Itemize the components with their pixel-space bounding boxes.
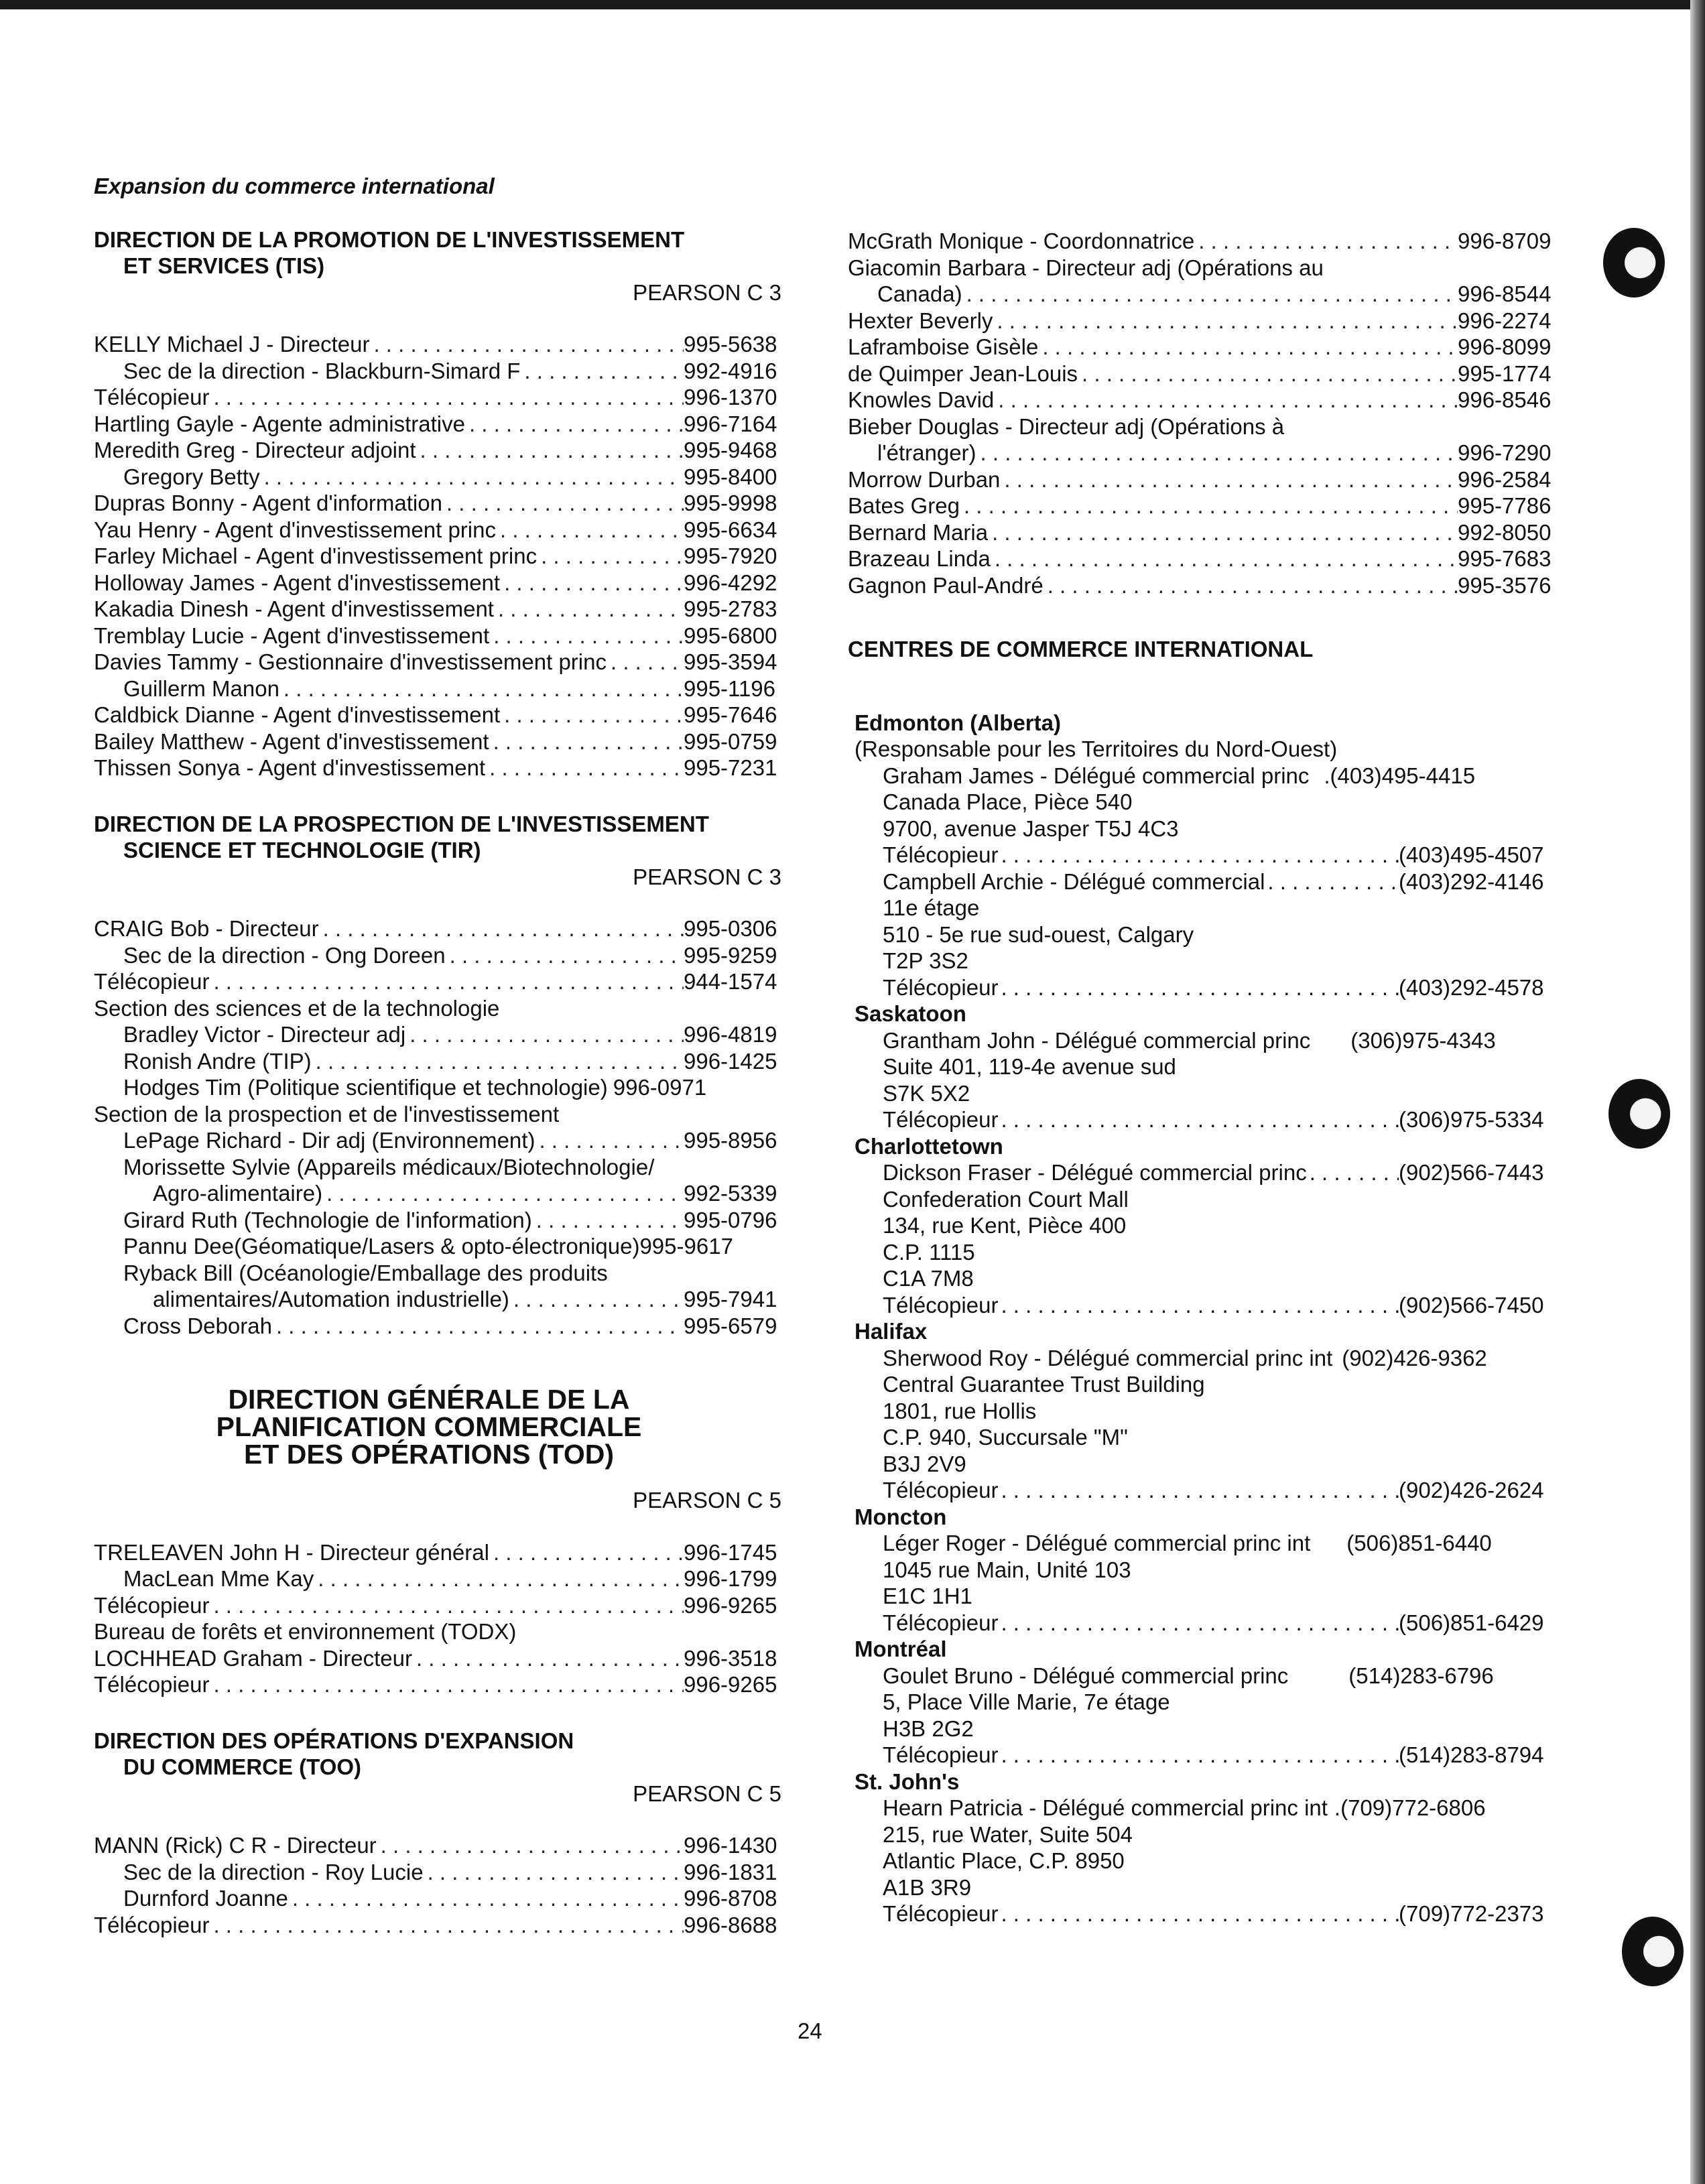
address-line: E1C 1H1 (883, 1584, 972, 1608)
list-item: Guillerm Manon . . . 995-1196 (94, 676, 791, 702)
list-item: Hartling Gayle - Agente administrative . . . 996-7164 (94, 411, 791, 438)
address-line: H3B 2G2 (883, 1716, 974, 1741)
list-item: McGrath Monique - Coordonnatrice . . . 996-8709 (848, 228, 1558, 255)
list-item: Télécopieur . . . 996-9265 (94, 1592, 791, 1619)
too-title (94, 1728, 791, 1781)
list-item: Bieber Douglas - Directeur adj (Opérations à (848, 413, 1285, 439)
tod-title: DIRECTION GÉNÉRALE DE LA PLANIFICATION COMMERCIALE ET DES OPÉRATIONS (TOD) (216, 1384, 642, 1470)
city-heading: Montréal (855, 1636, 947, 1661)
city-heading: Moncton (855, 1504, 947, 1529)
section-title: Expansion du commerce international (94, 174, 495, 198)
city-heading: Edmonton (Alberta) (855, 710, 1061, 735)
address-line: C.P. 1115 (883, 1239, 975, 1265)
city-heading: St. John's (855, 1769, 960, 1794)
address-line: C1A 7M8 (883, 1266, 974, 1291)
list-item: LePage Richard - Dir adj (Environnement) . . . 995-8956 (94, 1127, 791, 1154)
list-item: Hearn Patricia - Délégué commercial princ int .(709)772-6806 (883, 1795, 1486, 1820)
list-item: Kakadia Dinesh - Agent d'investissement . . . 995-2783 (94, 596, 791, 623)
list-item: Bradley Victor - Directeur adj . . . 996-4819 (94, 1021, 791, 1048)
list-item: CRAIG Bob - Directeur . . . 995-0306 (94, 915, 791, 942)
list-item: TRELEAVEN John H - Directeur général . . . 996-1745 (94, 1539, 791, 1566)
address-line: 5, Place Ville Marie, 7e étage (883, 1689, 1170, 1714)
list-item: Télécopieur . . . (403)495-4507 (848, 842, 1558, 869)
list-item: Gregory Betty . . . 995-8400 (94, 464, 791, 491)
list-item: Grantham John - Délégué commercial princ (306)975-4343 (883, 1027, 1496, 1053)
list-item: Télécopieur . . . 996-9265 (94, 1671, 791, 1698)
list-item: Télécopieur . . . (514)283-8794 (848, 1742, 1558, 1769)
address-line: T2P 3S2 (883, 948, 968, 973)
list-item: Ronish Andre (TIP) . . . 996-1425 (94, 1048, 791, 1075)
scan-top-edge (0, 0, 1705, 9)
list-item: Télécopieur . . . (506)851-6429 (848, 1610, 1558, 1636)
list-item: Hodges Tim (Politique scientifique et technologie) 996-0971 (123, 1075, 707, 1100)
list-item: Campbell Archie - Délégué commercial . . . (403)292-4146 (848, 869, 1558, 895)
list-item: de Quimper Jean-Louis . . . 995-1774 (848, 361, 1558, 387)
list-item: Télécopieur . . . (902)566-7450 (848, 1292, 1558, 1319)
list-item: Farley Michael - Agent d'investissement princ . . . 995-7920 (94, 543, 791, 570)
tis-list (94, 331, 791, 781)
list-item: Laframboise Gisèle . . . 996-8099 (848, 334, 1558, 361)
list-item: Ryback Bill (Océanologie/Emballage des produits (123, 1260, 608, 1285)
list-item: Sec de la direction - Ong Doreen . . . 995-9259 (94, 942, 791, 969)
right-column (848, 228, 1558, 1927)
tis-title-line2: ET SERVICES (TIS) (123, 253, 325, 278)
address-line: 134, rue Kent, Pièce 400 (883, 1213, 1127, 1238)
centres-title: CENTRES DE COMMERCE INTERNATIONAL (848, 637, 1314, 661)
list-item: Bernard Maria . . . 992-8050 (848, 519, 1558, 546)
address-line: Suite 401, 119-4e avenue sud (883, 1054, 1176, 1079)
list-item: MANN (Rick) C R - Directeur . . . 996-1430 (94, 1832, 791, 1859)
list-item: Graham James - Délégué commercial princ .(403)495-4415 (883, 763, 1476, 788)
list-item: Bates Greg . . . 995-7786 (848, 493, 1558, 519)
list-item: Goulet Bruno - Délégué commercial princ (514)283-6796 (883, 1663, 1494, 1688)
tir-list (94, 915, 791, 1339)
tod-location: PEARSON C 5 (633, 1488, 781, 1513)
too-title-line2: DU COMMERCE (TOO) (123, 1754, 362, 1779)
too-title-line1: DIRECTION DES OPÉRATIONS D'EXPANSION (94, 1728, 574, 1753)
too-list (94, 1832, 791, 1938)
address-line: A1B 3R9 (883, 1874, 972, 1900)
address-line: 1801, rue Hollis (883, 1398, 1037, 1423)
list-item: Télécopieur . . . (709)772-2373 (848, 1901, 1558, 1927)
list-item: Bailey Matthew - Agent d'investissement . . . 995-0759 (94, 728, 791, 755)
list-item: Canada) . . . 996-8544 (848, 281, 1558, 308)
list-item: Dickson Fraser - Délégué commercial princ . . . (902)566-7443 (848, 1159, 1558, 1186)
page-number: 24 (798, 2018, 822, 2043)
binder-hole-icon (1622, 1917, 1684, 1986)
tis-title (94, 227, 791, 279)
address-line: Confederation Court Mall (883, 1186, 1129, 1212)
list-item: Télécopieur . . . 996-8688 (94, 1912, 791, 1939)
list-item: Morrow Durban . . . 996-2584 (848, 466, 1558, 493)
city-note: (Responsable pour les Territoires du Nord-Ouest) (855, 736, 1338, 761)
list-item: Agro-alimentaire) . . . 992-5339 (94, 1180, 791, 1207)
tis-title-line1: DIRECTION DE LA PROMOTION DE L'INVESTISSEMENT (94, 227, 685, 252)
list-item: Caldbick Dianne - Agent d'investissement . . . 995-7646 (94, 702, 791, 728)
list-item: Brazeau Linda . . . 995-7683 (848, 545, 1558, 572)
city-heading: Saskatoon (855, 1001, 966, 1026)
list-item: l'étranger) . . . 996-7290 (848, 440, 1558, 466)
address-line: 11e étage (883, 895, 980, 920)
list-item: Morissette Sylvie (Appareils médicaux/Biotechnologie/ (123, 1154, 655, 1179)
list-item: Giacomin Barbara - Directeur adj (Opérations au (848, 255, 1324, 280)
tir-location: PEARSON C 3 (633, 864, 781, 889)
list-item: Sec de la direction - Roy Lucie . . . 996-1831 (94, 1859, 791, 1886)
list-item: Meredith Greg - Directeur adjoint . . . 995-9468 (94, 437, 791, 464)
list-item: Girard Ruth (Technologie de l'information) . . . 995-0796 (94, 1207, 791, 1234)
address-line: 510 - 5e rue sud-ouest, Calgary (883, 921, 1194, 947)
list-item: LOCHHEAD Graham - Directeur . . . 996-3518 (94, 1645, 791, 1672)
list-item: Léger Roger - Délégué commercial princ int (506)851-6440 (883, 1531, 1492, 1555)
list-item: Knowles David . . . 996-8546 (848, 387, 1558, 413)
city-heading: Charlottetown (855, 1133, 1003, 1159)
subsection-label: Section de la prospection et de l'investissement (94, 1101, 560, 1127)
list-item: Durnford Joanne . . . 996-8708 (94, 1885, 791, 1912)
list-item: Yau Henry - Agent d'investissement princ . . . 995-6634 (94, 517, 791, 543)
list-item: Télécopieur . . . (306)975-5334 (848, 1106, 1558, 1133)
subsection-label: Bureau de forêts et environnement (TODX) (94, 1619, 517, 1644)
list-item: MacLean Mme Kay . . . 996-1799 (94, 1565, 791, 1592)
binder-hole-icon (1608, 1079, 1670, 1149)
address-line: 215, rue Water, Suite 504 (883, 1821, 1133, 1847)
address-line: 1045 rue Main, Unité 103 (883, 1557, 1131, 1582)
address-line: 9700, avenue Jasper T5J 4C3 (883, 816, 1179, 841)
list-item: Sec de la direction - Blackburn-Simard F . . . 992-4916 (94, 358, 791, 385)
list-item: Cross Deborah . . . 995-6579 (94, 1313, 791, 1340)
subsection-label: Section des sciences et de la technologie (94, 995, 500, 1021)
tir-title-line2: SCIENCE ET TECHNOLOGIE (TIR) (123, 838, 481, 862)
tir-title-line1: DIRECTION DE LA PROSPECTION DE L'INVESTISSEMENT (94, 811, 709, 836)
address-line: C.P. 940, Succursale "M" (883, 1425, 1128, 1450)
list-item: Télécopieur . . . (403)292-4578 (848, 974, 1558, 1001)
address-line: Canada Place, Pièce 540 (883, 789, 1133, 814)
list-item: Télécopieur . . . 996-1370 (94, 384, 791, 411)
list-item: Hexter Beverly . . . 996-2274 (848, 308, 1558, 334)
list-item: alimentaires/Automation industrielle) . . . 995-7941 (94, 1286, 791, 1313)
binder-hole-icon (1603, 228, 1665, 298)
tis-location: PEARSON C 3 (633, 279, 781, 305)
list-item: Dupras Bonny - Agent d'information . . . 995-9998 (94, 490, 791, 517)
left-column (94, 173, 791, 1938)
city-heading: Halifax (855, 1319, 928, 1344)
too-location: PEARSON C 5 (633, 1781, 781, 1806)
list-item: Pannu Dee(Géomatique/Lasers & opto-électronique)995-9617 (123, 1234, 733, 1259)
list-item: Thissen Sonya - Agent d'investissement . . . 995-7231 (94, 755, 791, 781)
list-item: Davies Tammy - Gestionnaire d'investissement princ . . . 995-3594 (94, 649, 791, 676)
scan-right-edge (1690, 0, 1705, 2184)
address-line: B3J 2V9 (883, 1451, 966, 1476)
list-item: Télécopieur . . . 944-1574 (94, 968, 791, 995)
list-item: Holloway James - Agent d'investissement . . . 996-4292 (94, 570, 791, 596)
list-item: Télécopieur . . . (902)426-2624 (848, 1477, 1558, 1504)
list-item: Gagnon Paul-André . . . 995-3576 (848, 572, 1558, 599)
list-item: Sherwood Roy - Délégué commercial princ int (902)426-9362 (883, 1345, 1487, 1370)
tir-title (94, 811, 791, 864)
address-line: Central Guarantee Trust Building (883, 1372, 1205, 1397)
list-item: Tremblay Lucie - Agent d'investissement . . . 995-6800 (94, 623, 791, 649)
tod-list (94, 1539, 791, 1698)
list-item: KELLY Michael J - Directeur . . . 995-5638 (94, 331, 791, 358)
address-line: Atlantic Place, C.P. 8950 (883, 1848, 1125, 1873)
address-line: S7K 5X2 (883, 1080, 970, 1106)
